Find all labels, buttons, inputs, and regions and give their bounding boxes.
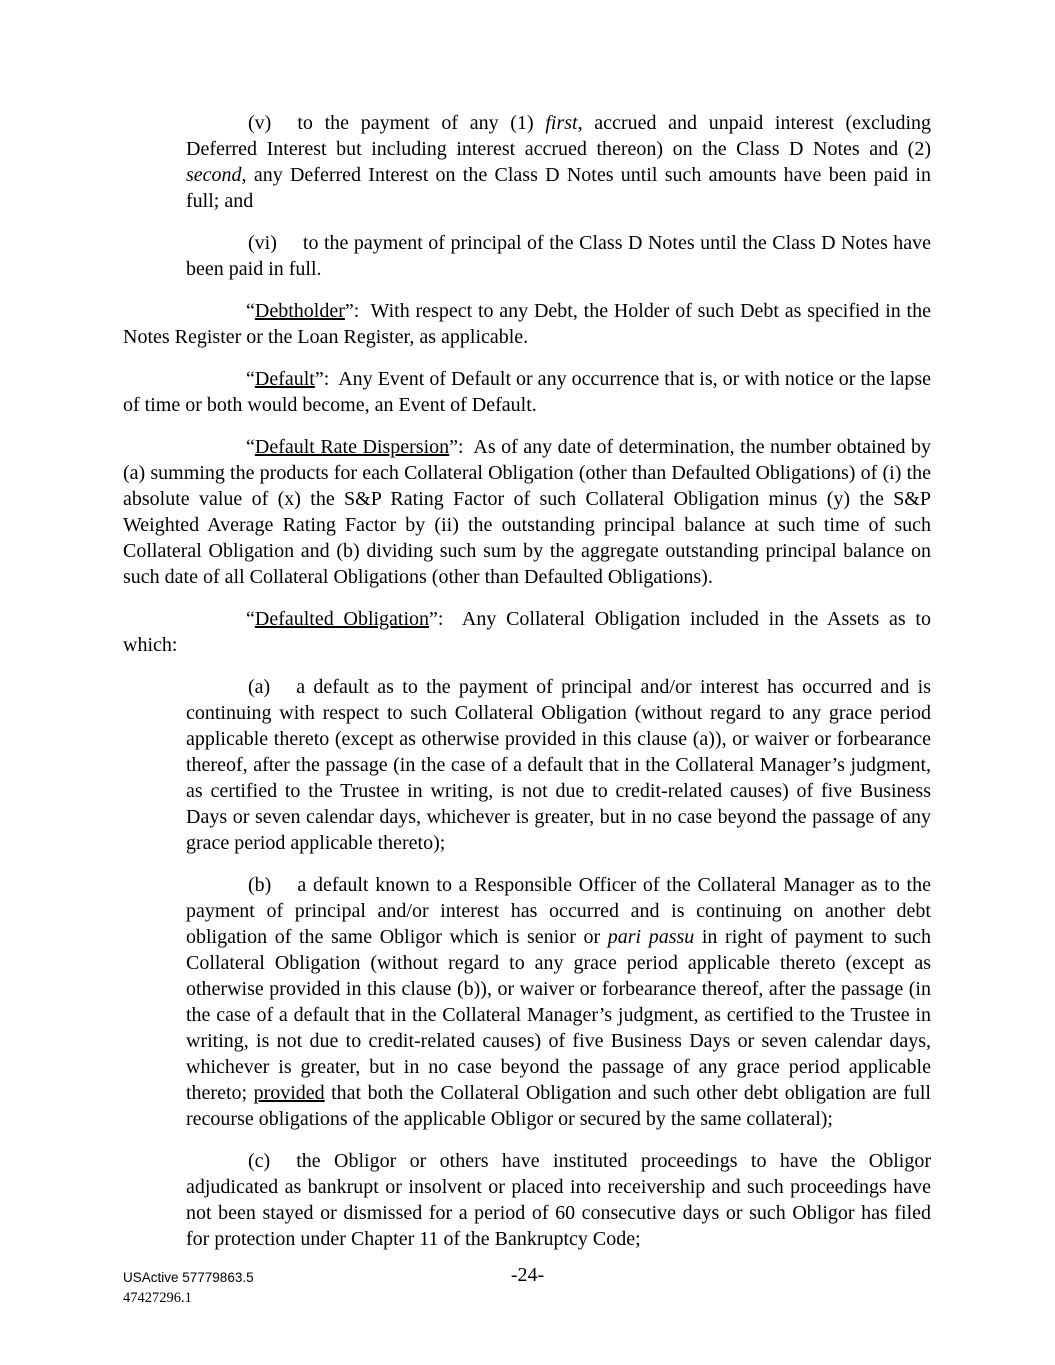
underline-text: Debtholder [254,300,345,322]
paragraph-clause-a: (a) a default as to the payment of principal and/or interest has occurred and is continuing with respect to such Collateral Obligation (without regard to any grace period applicable thereto (except as otherwise provided in this clause (a)), or waiver or forbearance thereof, after the passage (in the case of a default that in the Collateral Manager’s judgment, as certified to the Trustee in writing, is not due to credit-related causes) of five Business Days or seven calendar days, whichever is greater, but in no case beyond the passage of any grace period applicable thereto); [186,676,931,854]
underline-text: Defaulted Obligation [254,608,430,630]
paragraph-clause-vi: (vi) to the payment of principal of the Class D Notes until the Class D Notes have been paid in full. [186,232,931,280]
italic-text: first [545,112,578,134]
underline-text: Default Rate Dispersion [254,436,450,458]
paragraph-clause-c: (c) the Obligor or others have instituted proceedings to have the Obligor adjudicated as bankrupt or insolvent or placed into receivership and such proceedings have not been stayed or dismissed for a period of 60 consecutive days or such Obligor has filed for protection under Chapter 11 of the Bankruptcy Code; [186,1150,931,1250]
paragraph-clause-b: (b) a default known to a Responsible Officer of the Collateral Manager as to the payment of principal and/or interest has occurred and is continuing on another debt obligation of the same Obligor which is senior or pari passu in right of payment to such Collateral Obligation (without regard to any grace period applicable thereto (except as otherwise provided in this clause (b)), or waiver or forbearance thereof, after the passage (in the case of a default that in the Collateral Manager’s judgment, as certified to the Trustee in writing, is not due to credit-related causes) of five Business Days or seven calendar days, whichever is greater, but in no case beyond the passage of any grace period applicable thereto; provided that both the Collateral Obligation and such other debt obligation are full recourse obligations of the applicable Obligor or secured by the same collateral); [186,874,931,1130]
paragraph-definition-debtholder: “Debtholder”: With respect to any Debt, the Holder of such Debt as specified in the Notes Register or the Loan Register, as applicable. [123,300,931,348]
underline-text: Default [254,368,315,390]
paragraph-definition-default-rate-dispersion: “Default Rate Dispersion”: As of any date of determination, the number obtained by (a) summing the products for each Collateral Obligation (other than Defaulted Obligations) of (i) the absolute value of (x) the S&P Rating Factor of such Collateral Obligation minus (y) the S&P Weighted Average Rating Factor by (ii) the outstanding principal balance at such time of such Collateral Obligation and (b) dividing such sum by the aggregate outstanding principal balance on such date of all Collateral Obligations (other than Defaulted Obligations). [123,436,931,588]
page-number: -24- [510,1264,545,1286]
paragraph-definition-default: “Default”: Any Event of Default or any occurrence that is, or with notice or the lapse of time or both would become, an Event of Default. [123,368,931,416]
underline-text: provided [253,1082,325,1104]
paragraph-definition-defaulted-obligation: “Defaulted Obligation”: Any Collateral Obligation included in the Assets as to which: [123,608,931,656]
italic-text: pari passu [607,926,695,948]
paragraph-clause-v: (v) to the payment of any (1) first, accrued and unpaid interest (excluding Deferred Interest but including interest accrued thereon) on the Class D Notes and (2) second, any Deferred Interest on the Class D Notes until such amounts have been paid in full; and [186,112,932,212]
italic-text: second [186,164,242,186]
footer-doc-id-usactive: USActive 57779863.5 [123,1270,254,1285]
document-body [123,110,931,1268]
footer-doc-id-secondary: 47427296.1 [123,1290,192,1306]
